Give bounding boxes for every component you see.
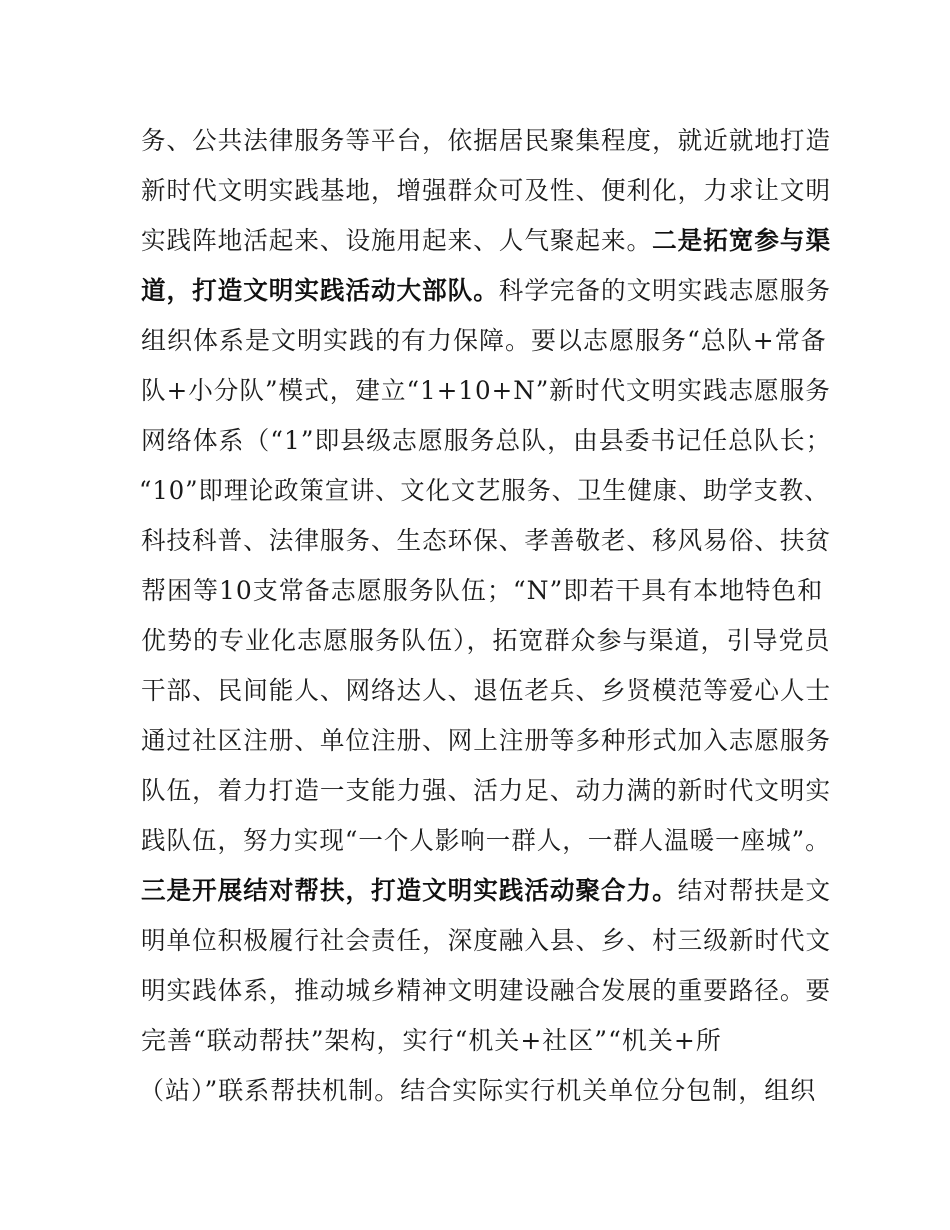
text-line (141, 176, 831, 206)
text-line (139, 1076, 816, 1106)
text-line (141, 126, 831, 156)
text-run: （站）”联系帮扶机制。结合实际实行机关单位分包制，组织 (139, 1076, 817, 1105)
text-run: 明实践体系，推动城乡精神文明建设融合发展的重要路径。要 (141, 976, 832, 1005)
text-run: 明单位积极履行社会责任，深度融入县、乡、村三级新时代文 (141, 926, 832, 955)
text-line (141, 876, 831, 906)
text-run: 通过社区注册、单位注册、网上注册等多种形式加入志愿服务 (141, 726, 832, 755)
text-line (141, 576, 823, 606)
text-run: 践队伍，努力实现“一个人影响一群人，一群人温暖一座城”。 (141, 826, 831, 855)
text-run: 完善“联动帮扶”架构，实行“机关+社区”“机关+所 (141, 1026, 722, 1055)
text-line (141, 826, 831, 856)
text-line (141, 326, 827, 356)
text-line (141, 626, 831, 656)
text-run: 队伍，着力打造一支能力强、活力足、动力满的新时代文明实 (141, 776, 832, 805)
text-run: 结对帮扶是文 (677, 876, 832, 905)
bold-heading-run: 三是开展结对帮扶，打造文明实践活动聚合力。 (141, 876, 678, 905)
text-line (141, 276, 831, 306)
text-run: 帮困等10支常备志愿服务队伍；“N”即若干具有本地特色和 (141, 576, 824, 605)
text-line (141, 1026, 722, 1056)
bold-heading-run: 二是拓宽参与渠 (652, 226, 832, 255)
bold-heading-run: 道，打造文明实践活动大部队。 (141, 276, 499, 305)
text-run: 队+小分队”模式，建立“1+10+N”新时代文明实践志愿服务 (141, 376, 831, 405)
text-run: 网络体系（“1”即县级志愿服务总队，由县委书记任总队长； (141, 426, 832, 455)
text-line (141, 426, 831, 456)
text-run: 组织体系是文明实践的有力保障。要以志愿服务“总队+常备 (141, 326, 827, 355)
text-run: 科技科普、法律服务、生态环保、孝善敬老、移风易俗、扶贫 (141, 526, 832, 555)
text-line (141, 926, 831, 956)
text-line (141, 976, 831, 1006)
text-run: 优势的专业化志愿服务队伍），拓宽群众参与渠道，引导党员 (141, 626, 831, 655)
text-run: 科学完备的文明实践志愿服务 (498, 276, 832, 305)
text-line (139, 476, 829, 506)
text-line (141, 376, 831, 406)
text-line (141, 726, 831, 756)
text-run: 新时代文明实践基地，增强群众可及性、便利化，力求让文明 (141, 176, 832, 205)
text-line (141, 226, 831, 256)
text-run: “10”即理论政策宣讲、文化文艺服务、卫生健康、助学支教、 (139, 476, 830, 505)
text-run: 干部、民间能人、网络达人、退伍老兵、乡贤模范等爱心人士 (141, 676, 832, 705)
text-run: 实践阵地活起来、设施用起来、人气聚起来。 (141, 226, 653, 255)
text-run: 务、公共法律服务等平台，依据居民聚集程度，就近就地打造 (141, 126, 832, 155)
text-line (141, 676, 831, 706)
text-line (141, 776, 831, 806)
text-line (141, 526, 831, 556)
